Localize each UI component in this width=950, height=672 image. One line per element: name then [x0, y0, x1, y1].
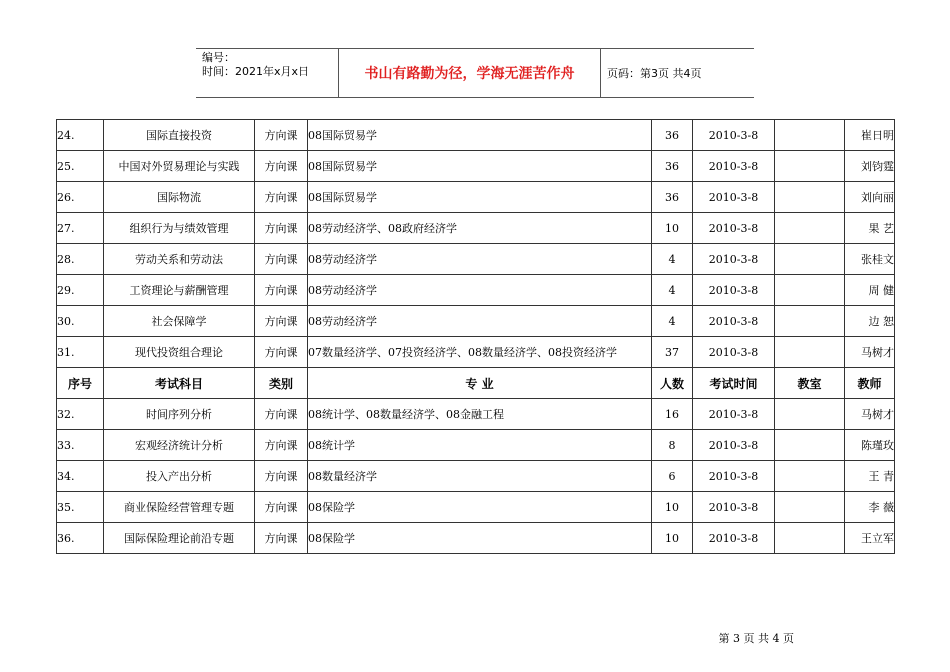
cell-subject: 国际直接投资 [104, 120, 255, 151]
cell-count: 36 [652, 182, 693, 213]
cell-time: 2010-3-8 [693, 244, 775, 275]
cell-teacher: 张桂文 [845, 244, 895, 275]
col-header-type: 类别 [255, 368, 308, 399]
cell-num: 33. [57, 430, 104, 461]
cell-teacher: 王 青 [845, 461, 895, 492]
header-meta [196, 49, 339, 97]
cell-subject: 工资理论与薪酬管理 [104, 275, 255, 306]
cell-teacher: 果 艺 [845, 213, 895, 244]
table-row [57, 213, 895, 244]
cell-teacher: 马树才 [845, 399, 895, 430]
cell-room [775, 306, 845, 337]
cell-count: 4 [652, 275, 693, 306]
cell-count: 36 [652, 151, 693, 182]
cell-room [775, 120, 845, 151]
cell-type: 方向课 [255, 182, 308, 213]
cell-major: 07数量经济学、07投资经济学、08数量经济学、08投资经济学 [308, 337, 652, 368]
cell-major: 08国际贸易学 [308, 120, 652, 151]
cell-type: 方向课 [255, 275, 308, 306]
header-page-code: 页码：第3页 共4页 [607, 67, 702, 80]
cell-num: 32. [57, 399, 104, 430]
cell-num: 31. [57, 337, 104, 368]
cell-type: 方向课 [255, 492, 308, 523]
cell-major: 08统计学、08数量经济学、08金融工程 [308, 399, 652, 430]
table-row [57, 306, 895, 337]
cell-type: 方向课 [255, 244, 308, 275]
cell-major: 08劳动经济学、08政府经济学 [308, 213, 652, 244]
cell-room [775, 213, 845, 244]
cell-time: 2010-3-8 [693, 492, 775, 523]
cell-num: 28. [57, 244, 104, 275]
cell-subject: 投入产出分析 [104, 461, 255, 492]
col-header-teacher: 教师 [845, 368, 895, 399]
cell-major: 08保险学 [308, 523, 652, 554]
cell-count: 10 [652, 523, 693, 554]
cell-num: 35. [57, 492, 104, 523]
cell-num: 27. [57, 213, 104, 244]
cell-room [775, 244, 845, 275]
cell-room [775, 151, 845, 182]
number-label: 编号： [202, 51, 235, 64]
cell-subject: 宏观经济统计分析 [104, 430, 255, 461]
cell-subject: 组织行为与绩效管理 [104, 213, 255, 244]
cell-type: 方向课 [255, 461, 308, 492]
cell-count: 10 [652, 492, 693, 523]
cell-time: 2010-3-8 [693, 523, 775, 554]
table-row [57, 430, 895, 461]
cell-count: 4 [652, 306, 693, 337]
table-body-after [57, 399, 895, 554]
cell-time: 2010-3-8 [693, 461, 775, 492]
table-row [57, 275, 895, 306]
cell-room [775, 182, 845, 213]
cell-type: 方向课 [255, 306, 308, 337]
cell-num: 25. [57, 151, 104, 182]
cell-room [775, 275, 845, 306]
cell-time: 2010-3-8 [693, 337, 775, 368]
cell-major: 08国际贸易学 [308, 151, 652, 182]
table-row [57, 523, 895, 554]
cell-teacher: 马树才 [845, 337, 895, 368]
cell-time: 2010-3-8 [693, 120, 775, 151]
cell-type: 方向课 [255, 337, 308, 368]
page-header [196, 48, 754, 98]
cell-subject: 社会保障学 [104, 306, 255, 337]
cell-count: 10 [652, 213, 693, 244]
cell-subject: 国际保险理论前沿专题 [104, 523, 255, 554]
table-row [57, 399, 895, 430]
cell-type: 方向课 [255, 399, 308, 430]
col-header-major: 专 业 [308, 368, 652, 399]
cell-count: 4 [652, 244, 693, 275]
exam-schedule-table [56, 119, 895, 554]
cell-count: 6 [652, 461, 693, 492]
cell-subject: 中国对外贸易理论与实践 [104, 151, 255, 182]
cell-teacher: 陈瑾玫 [845, 430, 895, 461]
table-row [57, 461, 895, 492]
cell-num: 29. [57, 275, 104, 306]
cell-major: 08数量经济学 [308, 461, 652, 492]
cell-teacher: 李 薇 [845, 492, 895, 523]
cell-time: 2010-3-8 [693, 430, 775, 461]
table-row [57, 182, 895, 213]
cell-type: 方向课 [255, 213, 308, 244]
cell-teacher: 崔日明 [845, 120, 895, 151]
cell-time: 2010-3-8 [693, 306, 775, 337]
cell-num: 36. [57, 523, 104, 554]
cell-num: 26. [57, 182, 104, 213]
table-row [57, 151, 895, 182]
col-header-count: 人数 [652, 368, 693, 399]
table-row [57, 244, 895, 275]
col-header-num: 序号 [57, 368, 104, 399]
cell-time: 2010-3-8 [693, 213, 775, 244]
page-footer: 第 3 页 共 4 页 [718, 632, 794, 645]
cell-subject: 劳动关系和劳动法 [104, 244, 255, 275]
cell-major: 08劳动经济学 [308, 244, 652, 275]
cell-type: 方向课 [255, 151, 308, 182]
cell-subject: 商业保险经营管理专题 [104, 492, 255, 523]
cell-count: 8 [652, 430, 693, 461]
cell-num: 24. [57, 120, 104, 151]
cell-count: 36 [652, 120, 693, 151]
cell-time: 2010-3-8 [693, 182, 775, 213]
table-body-before [57, 120, 895, 368]
cell-subject: 国际物流 [104, 182, 255, 213]
cell-room [775, 461, 845, 492]
table-row [57, 337, 895, 368]
time-label: 时间：2021年x月x日 [202, 65, 310, 78]
header-row [57, 368, 895, 399]
cell-teacher: 刘钧霆 [845, 151, 895, 182]
col-header-room: 教室 [775, 368, 845, 399]
cell-num: 30. [57, 306, 104, 337]
cell-subject: 时间序列分析 [104, 399, 255, 430]
col-header-subject: 考试科目 [104, 368, 255, 399]
cell-room [775, 492, 845, 523]
cell-time: 2010-3-8 [693, 399, 775, 430]
cell-time: 2010-3-8 [693, 151, 775, 182]
cell-major: 08劳动经济学 [308, 275, 652, 306]
cell-room [775, 337, 845, 368]
cell-major: 08劳动经济学 [308, 306, 652, 337]
cell-major: 08国际贸易学 [308, 182, 652, 213]
cell-time: 2010-3-8 [693, 275, 775, 306]
header-motto: 书山有路勤为径，学海无涯苦作舟 [339, 49, 601, 97]
cell-teacher: 边 恕 [845, 306, 895, 337]
cell-num: 34. [57, 461, 104, 492]
cell-type: 方向课 [255, 523, 308, 554]
col-header-time: 考试时间 [693, 368, 775, 399]
cell-room [775, 399, 845, 430]
cell-type: 方向课 [255, 430, 308, 461]
cell-count: 37 [652, 337, 693, 368]
cell-teacher: 周 健 [845, 275, 895, 306]
cell-count: 16 [652, 399, 693, 430]
table-row [57, 492, 895, 523]
cell-teacher: 刘向丽 [845, 182, 895, 213]
cell-major: 08统计学 [308, 430, 652, 461]
cell-room [775, 430, 845, 461]
table-row [57, 120, 895, 151]
cell-major: 08保险学 [308, 492, 652, 523]
cell-teacher: 王立军 [845, 523, 895, 554]
cell-type: 方向课 [255, 120, 308, 151]
cell-room [775, 523, 845, 554]
table-header [57, 368, 895, 399]
cell-subject: 现代投资组合理论 [104, 337, 255, 368]
